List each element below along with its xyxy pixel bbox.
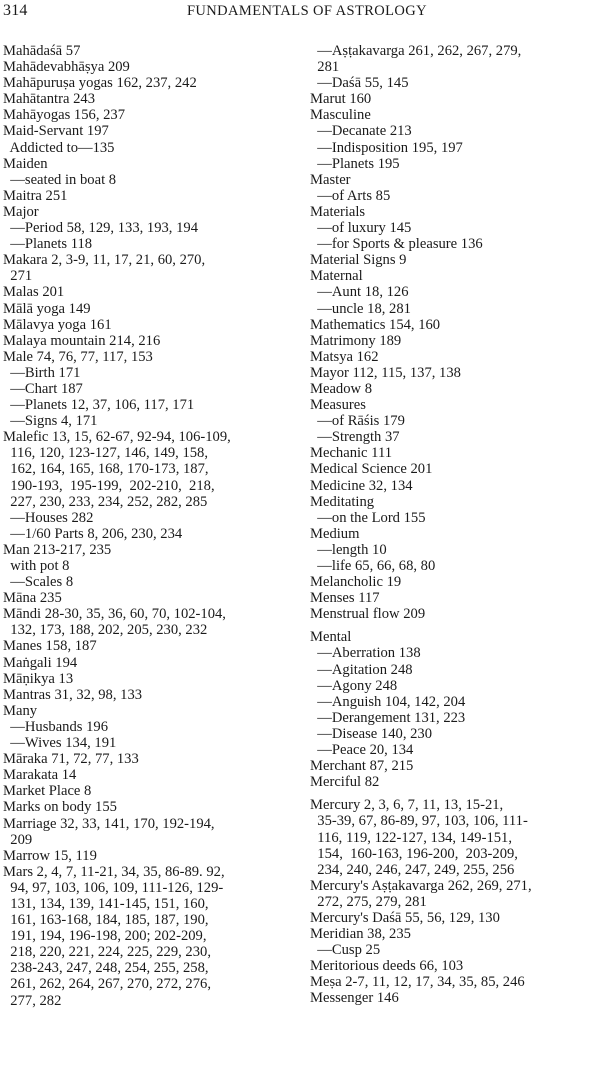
index-entry: Marks on body 155 — [3, 799, 117, 816]
index-entry: —length 10 — [310, 541, 387, 558]
index-entry: —Indisposition 195, 197 — [310, 139, 463, 156]
index-entry: Messenger 146 — [310, 990, 399, 1007]
index-entry: —on the Lord 155 — [310, 509, 426, 526]
index-entry: Medical Science 201 — [310, 461, 433, 478]
index-entry: —Disease 140, 230 — [310, 725, 433, 742]
index-entry: —uncle 18, 281 — [310, 300, 411, 317]
entry-gap — [310, 790, 600, 797]
index-entry: —of Arts 85 — [310, 187, 391, 204]
index-entry: —life 65, 66, 68, 80 — [310, 558, 436, 574]
index-entry: —Peace 20, 134 — [310, 742, 414, 759]
index-entry: 227, 230, 233, 234, 252, 282, 285 — [3, 493, 208, 510]
index-entry: Mahātantra 243 — [3, 91, 95, 108]
page-header — [0, 2, 600, 24]
index-entry: —Derangement 131, 223 — [310, 709, 466, 726]
index-entry: 154, 160-163, 196-200, 203-209, — [310, 845, 518, 862]
index-column-right — [310, 43, 600, 1007]
index-entry: 238-243, 247, 248, 254, 255, 258, — [3, 960, 209, 977]
index-entry: —Cusp 25 — [310, 942, 381, 959]
index-entry: Menstrual flow 209 — [310, 606, 426, 623]
index-entry: Malas 201 — [3, 284, 65, 301]
index-entry: 271 — [3, 268, 33, 285]
index-column-left — [3, 43, 300, 1009]
index-entry: —Signs 4, 171 — [3, 413, 98, 430]
index-entry: Makara 2, 3-9, 11, 17, 21, 60, 270, — [3, 252, 206, 269]
index-entry: Market Place 8 — [3, 783, 92, 800]
index-entry: 191, 194, 196-198, 200; 202-209, — [3, 928, 207, 945]
index-entry: Male 74, 76, 77, 117, 153 — [3, 348, 153, 365]
index-entry: 116, 120, 123-127, 146, 149, 158, — [3, 445, 208, 462]
index-entry: Melancholic 19 — [310, 574, 402, 591]
index-entry: Material Signs 9 — [310, 252, 407, 269]
index-entry: 277, 282 — [3, 992, 62, 1009]
index-entry: —Houses 282 — [3, 509, 94, 526]
index-entry: Mathematics 154, 160 — [310, 316, 441, 333]
index-entry: Mahāpuruṣa yogas 162, 237, 242 — [3, 75, 197, 92]
index-entry: Mantras 31, 32, 98, 133 — [3, 686, 143, 703]
index-entry: Mahādevabhāṣya 209 — [3, 59, 130, 76]
index-entry: Masculine — [310, 107, 371, 124]
index-entry: —Husbands 196 — [3, 718, 108, 735]
index-entry: 161, 163-168, 184, 185, 187, 190, — [3, 912, 209, 929]
index-entry: Māṇikya 13 — [3, 670, 74, 687]
index-entry: —seated in boat 8 — [3, 171, 117, 188]
index-entry: Maiden — [3, 155, 48, 172]
index-entry: Man 213-217, 235 — [3, 541, 112, 558]
index-entry: Manes 158, 187 — [3, 638, 97, 655]
index-entry: —Aberration 138 — [310, 645, 421, 662]
index-entry: Marut 160 — [310, 91, 372, 108]
index-entry: —Anguish 104, 142, 204 — [310, 693, 466, 710]
index-entry: Malefic 13, 15, 62-67, 92-94, 106-109, — [3, 429, 231, 446]
index-entry: —Birth 171 — [3, 364, 81, 381]
index-entry: Many — [3, 702, 38, 719]
entry-gap — [310, 622, 600, 629]
index-entry: Mechanic 111 — [310, 445, 392, 462]
index-entry: Maid-Servant 197 — [3, 123, 109, 140]
index-entry: Medium — [310, 525, 360, 542]
index-entry: Mental — [310, 629, 352, 646]
index-entry: 218, 220, 221, 224, 225, 229, 230, — [3, 944, 211, 961]
index-entry: —Aunt 18, 126 — [310, 284, 409, 301]
index-entry: —Agony 248 — [310, 677, 398, 694]
index-entry: Matrimony 189 — [310, 332, 402, 349]
index-entry: Mercury's Daśā 55, 56, 129, 130 — [310, 909, 500, 926]
index-entry: 162, 164, 165, 168, 170-173, 187, — [3, 461, 209, 478]
index-entry: —of Rāśis 179 — [310, 413, 405, 430]
index-entry: —for Sports & pleasure 136 — [310, 236, 483, 253]
index-entry: Master — [310, 171, 351, 188]
index-entry: 35-39, 67, 86-89, 97, 103, 106, 111- — [310, 813, 528, 830]
index-entry: —of luxury 145 — [310, 220, 412, 237]
index-entry: Addicted to—135 — [3, 139, 115, 156]
index-entry: Meridian 38, 235 — [310, 926, 411, 943]
index-entry: Māna 235 — [3, 590, 62, 607]
index-entry: —1/60 Parts 8, 206, 230, 234 — [3, 525, 183, 542]
index-entry: 132, 173, 188, 202, 205, 230, 232 — [3, 622, 208, 639]
running-title: FUNDAMENTALS OF ASTROLOGY — [186, 3, 428, 19]
index-entry: —Chart 187 — [3, 380, 83, 397]
index-entry: 94, 97, 103, 106, 109, 111-126, 129- — [3, 879, 224, 896]
index-entry: 234, 240, 246, 247, 249, 255, 256 — [310, 861, 515, 878]
index-entry: with pot 8 — [3, 558, 70, 574]
index-entry: 131, 134, 139, 141-145, 151, 160, — [3, 895, 209, 912]
index-entry: Marakata 14 — [3, 767, 77, 784]
index-entry: Mālā yoga 149 — [3, 300, 91, 317]
index-entry: 190-193, 195-199, 202-210, 218, — [3, 477, 215, 494]
index-entry: Measures — [310, 397, 366, 414]
index-entry: Mercury 2, 3, 6, 7, 11, 13, 15-21, — [310, 797, 504, 814]
index-entry: Major — [3, 203, 39, 220]
index-entry: —Period 58, 129, 133, 193, 194 — [3, 220, 198, 237]
index-entry: Marrow 15, 119 — [3, 847, 97, 864]
index-entry: Mālavya yoga 161 — [3, 316, 112, 333]
index-entry: —Decanate 213 — [310, 123, 412, 140]
index-entry: —Planets 118 — [3, 236, 93, 253]
index-entry: —Aṣṭakavarga 261, 262, 267, 279, — [310, 43, 522, 59]
index-entry: 272, 275, 279, 281 — [310, 893, 427, 910]
index-entry: Merciful 82 — [310, 774, 380, 791]
page-number: 314 — [3, 2, 28, 19]
index-entry: —Strength 37 — [310, 429, 400, 446]
index-entry: 281 — [310, 59, 340, 76]
index-entry: Māndi 28-30, 35, 36, 60, 70, 102-104, — [3, 606, 226, 623]
index-entry: Maṅgali 194 — [3, 654, 78, 671]
index-entry: Menses 117 — [310, 590, 380, 607]
index-entry: Merchant 87, 215 — [310, 758, 414, 775]
index-entry: Meditating — [310, 493, 375, 510]
index-entry: —Scales 8 — [3, 574, 74, 591]
index-entry: Mercury's Aṣṭakavarga 262, 269, 271, — [310, 877, 532, 894]
index-entry: Mahādaśā 57 — [3, 43, 81, 59]
index-entry: Meadow 8 — [310, 380, 373, 397]
index-entry: Māraka 71, 72, 77, 133 — [3, 751, 139, 768]
index-entry: Meritorious deeds 66, 103 — [310, 958, 464, 975]
index-entry: Mars 2, 4, 7, 11-21, 34, 35, 86-89. 92, — [3, 863, 225, 880]
index-entry: —Wives 134, 191 — [3, 735, 117, 752]
index-entry: —Planets 195 — [310, 155, 400, 172]
index-entry: 116, 119, 122-127, 134, 149-151, — [310, 829, 513, 846]
index-entry: Meṣa 2-7, 11, 12, 17, 34, 35, 85, 246 — [310, 974, 525, 991]
index-entry: —Agitation 248 — [310, 661, 413, 678]
index-entry: Maitra 251 — [3, 187, 68, 204]
index-entry: Malaya mountain 214, 216 — [3, 332, 161, 349]
index-entry: Marriage 32, 33, 141, 170, 192-194, — [3, 815, 215, 832]
index-entry: Mayor 112, 115, 137, 138 — [310, 364, 461, 381]
index-entry: 261, 262, 264, 267, 270, 272, 276, — [3, 976, 211, 993]
index-entry: Mahāyogas 156, 237 — [3, 107, 126, 124]
index-entry: Materials — [310, 203, 366, 220]
index-entry: Medicine 32, 134 — [310, 477, 413, 494]
index-entry: Maternal — [310, 268, 363, 285]
index-entry: Matsya 162 — [310, 348, 379, 365]
index-entry: 209 — [3, 831, 33, 848]
index-entry: —Planets 12, 37, 106, 117, 171 — [3, 397, 195, 414]
index-entry: —Daśā 55, 145 — [310, 75, 409, 92]
